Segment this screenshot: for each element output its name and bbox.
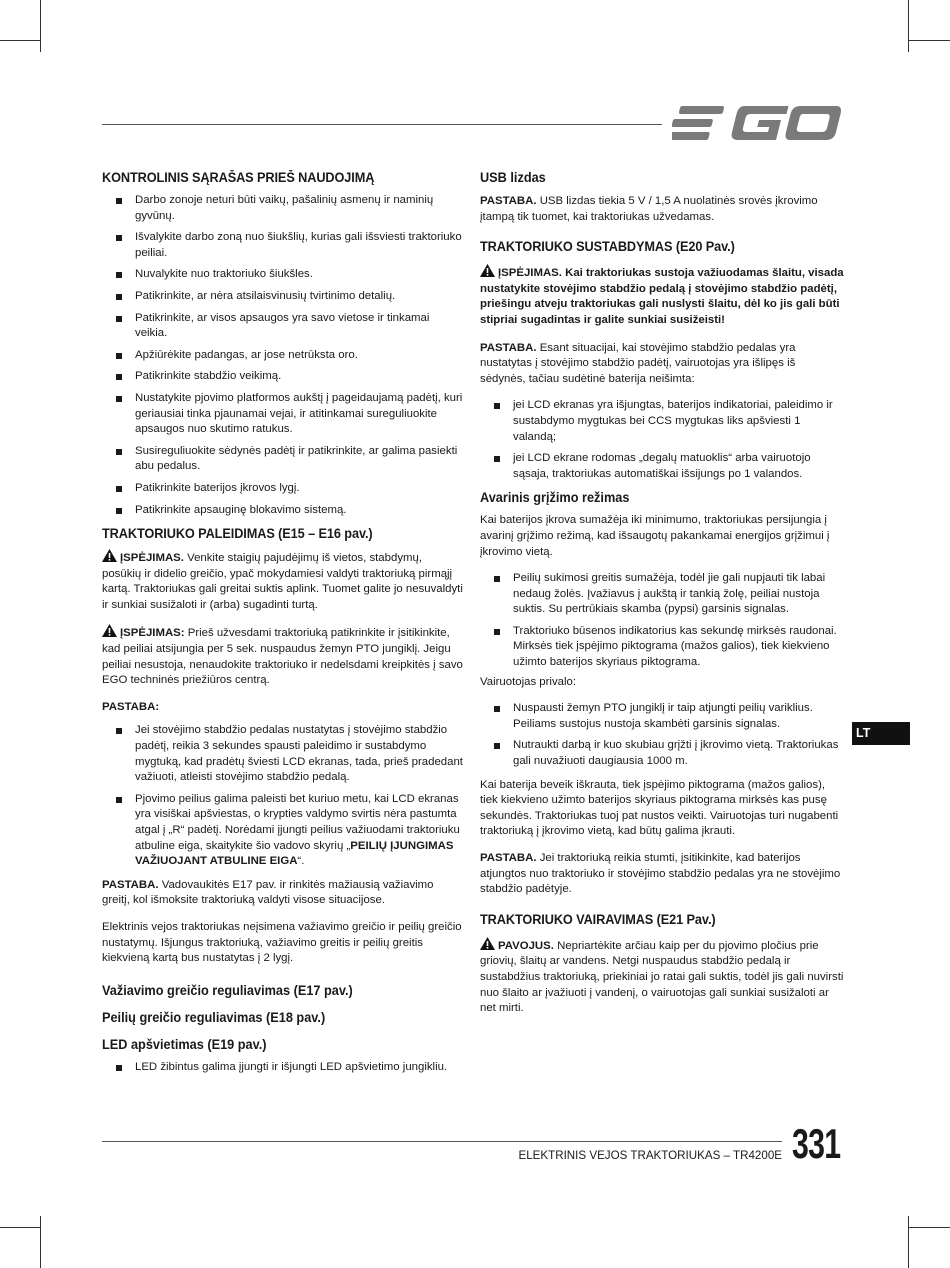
crop-mark <box>909 40 950 41</box>
crop-mark <box>908 1216 909 1268</box>
list-item: Nutraukti darbą ir kuo skubiau grįžti į įkrovimo vietą. Traktoriukas gali nuvažiuoti daugiausia 1000 m. <box>480 738 844 769</box>
stop-warning: ĮSPĖJIMAS. Kai traktoriukas sustoja važiuodamas šlaitu, visada nustatykite stovėjimo stabdžio pedalą į stovėjimo stabdžio padėtį, priešingu atveju traktoriukas gali nuslysti šlaitu, dėl ko jis gali būti stipriai sugadintas ir galite sunkiai susižeisti! <box>480 264 844 328</box>
warning-icon <box>480 937 495 950</box>
note-label: PASTABA: <box>102 700 160 713</box>
list-item: Pjovimo peilius galima paleisti bet kuriuo metu, kai LCD ekranas yra visiškai apšviestas, o krypties valdymo svirtis nėra pastumta atgal į „R“ padėtį. Norėdami įjungti peilius važiuodami traktoriuku atbuline eiga, skaitykite šio vadovo skyrių „PEILIŲ ĮJUNGIMAS VAŽIUOJANT ATBULINE EIGA“. <box>102 792 464 870</box>
warning-label: ĮSPĖJIMAS. <box>120 552 184 565</box>
stop-note: PASTABA. Esant situacijai, kai stovėjimo stabdžio pedalas yra nustatytas į stovėjimo stabdžio padėtį, vairuotojas yra išlipęs iš sėdynės, tačiau sudėtinė baterija neišimta: <box>480 341 796 385</box>
driver-list <box>480 701 844 769</box>
list-item: LED žibintus galima įjungti ir išjungti LED apšvietimo jungikliu. <box>102 1060 464 1076</box>
emergency-list <box>480 571 844 671</box>
list-item: Išvalykite darbo zoną nuo šiukšlių, kurias gali išsviesti traktoriuko peiliai. <box>102 230 464 261</box>
checklist-title: KONTROLINIS SĄRAŠAS PRIEŠ NAUDOJIMĄ <box>102 170 375 185</box>
list-item: Peilių sukimosi greitis sumažėja, todėl jie gali nupjauti tik labai nedaug žolės. Įvažiavus į aukštą ir tankią žolę, peiliai nustoja suktis. Su pertrūkiais skamba (pypsi) garsinis signalas. <box>480 571 844 618</box>
list-item: Nustatykite pjovimo platformos aukštį į pageidaujamą padėtį, kuri geriausiai tinka pjaunamai vejai, ir atitinkamai sureguliuokite apsaugos nuo skutimo ratukus. <box>102 391 464 438</box>
list-item: Susireguliuokite sėdynės padėtį ir patikrinkite, ar galima pasiekti abu pedalus. <box>102 444 464 475</box>
drive-title: TRAKTORIUKO VAIRAVIMAS (E21 Pav.) <box>480 911 716 927</box>
crop-mark <box>40 1216 41 1268</box>
list-item: Nuvalykite nuo traktoriuko šiukšles. <box>102 267 464 283</box>
list-item: jei LCD ekranas yra išjungtas, baterijos indikatoriai, paleidimo ir sustabdymo mygtukas bei CCS mygtukas liks apšviesti 1 valandą; <box>480 398 844 445</box>
stop-list <box>480 398 844 482</box>
low-battery-paragraph: Kai baterija beveik iškrauta, tiek įspėjimo piktograma (mažos galios), tiek kiekvieno užimto baterijos skyriaus piktograma mirksės kas pusę sekundės. Traktoriukas tuoj pat nustos veikti. Vairuotojas turi nugabenti traktoriuką į įkrovimo vietą, kad būtų galima įkrauti. <box>480 778 839 838</box>
push-note: PASTABA. Jei traktoriuką reikia stumti, įsitikinkite, kad baterijos atjungtos nuo traktoriuko ir stovėjimo stabdžio pedalas yra ne stovėjimo stabdžio padėtyje. <box>480 852 841 896</box>
blade-title: Peilių greičio reguliavimas (E18 pav.) <box>102 1009 326 1025</box>
start-title: TRAKTORIUKO PALEIDIMAS (E15 – E16 pav.) <box>102 526 373 542</box>
warning-icon <box>480 264 495 277</box>
usb-paragraph: PASTABA. USB lizdas tiekia 5 V / 1,5 A nuolatinės srovės įkrovimo įtampą tik tuomet, kai traktoriukas užvedamas. <box>480 195 818 223</box>
footer-title: ELEKTRINIS VEJOS TRAKTORIUKAS – TR4200E <box>518 1149 782 1162</box>
stop-title: TRAKTORIUKO SUSTABDYMAS (E20 Pav.) <box>480 239 735 255</box>
list-item: Darbo zonoje neturi būti vaikų, pašalinių asmenų ir naminių gyvūnų. <box>102 193 464 224</box>
danger-paragraph: PAVOJUS. Nepriartėkite arčiau kaip per du pjovimo pločius prie griovių, šlaitų ar vandens. Netgi nuspaudus stabdžio pedalą ir sustabdžius traktoriuką, priekiniai jo ratai gali suktis, todėl jis gali nuvirsti nuo šlaito ar įvažiuoti į vandenį, o vairuotojas gali sunkiai susižaloti ar net mirti. <box>480 937 844 1017</box>
note-paragraph: PASTABA. Vadovaukitės E17 pav. ir rinkitės mažiausią važiavimo greitį, kol išmoksite traktoriuką valdyti visose situacijose. <box>102 878 434 907</box>
header-rule <box>102 124 662 125</box>
list-item: Jei stovėjimo stabdžio pedalas nustatytas į stovėjimo stabdžio padėtį, reikia 3 sekundes spausti paleidimo ir sustabdymo mygtuką, kad pradėtų šviesti LCD ekranas, tada, prieš pradedant važiuoti, atleisti stovėjimo stabdžio pedalą. <box>102 723 464 785</box>
list-item: Patikrinkite, ar visos apsaugos yra savo vietose ir tinkamai veikia. <box>102 311 464 342</box>
list-item: Patikrinkite apsauginę blokavimo sistemą. <box>102 503 464 519</box>
footer-rule <box>102 1141 782 1142</box>
page-number: 331 <box>792 1120 841 1167</box>
list-item: Patikrinkite, ar nėra atsilaisvinusių tvirtinimo detalių. <box>102 289 464 305</box>
list-item: Patikrinkite baterijos įkrovos lygį. <box>102 481 464 497</box>
warning-paragraph <box>102 624 464 688</box>
warning-icon <box>102 549 117 562</box>
crop-mark <box>0 40 40 41</box>
warning-text: Prieš užvesdami traktoriuką patikrinkite ir įsitikinkite, kad peiliai atsijungia per 5 sek. nuspaudus žemyn PTO jungiklį. Jeigu peiliai nesustoja, nenaudokite traktoriuko ir nedelsdami kreipkitės į savo EGO techninės priežiūros centrą. <box>102 627 463 687</box>
led-title: LED apšvietimas (E19 pav.) <box>102 1036 267 1052</box>
warning-icon <box>102 624 117 637</box>
left-column <box>102 170 464 1083</box>
right-column <box>480 170 844 1028</box>
crop-mark <box>908 0 909 52</box>
checklist <box>102 193 464 518</box>
warning-label: ĮSPĖJIMAS: <box>120 627 185 640</box>
warning-paragraph <box>102 549 464 613</box>
driver-must: Vairuotojas privalo: <box>480 675 577 688</box>
ego-logo <box>672 100 844 146</box>
led-list <box>102 1060 464 1076</box>
language-tab: LT <box>852 722 910 745</box>
usb-title: USB lizdas <box>480 170 546 185</box>
crop-mark <box>40 0 41 52</box>
speed-paragraph: Elektrinis vejos traktoriukas neįsimena važiavimo greičio ir peilių greičio nustatymų. Išjungus traktoriuką, važiavimo greitis ir peilių greitis kiekvieną kartą bus nustatytas į 2 lygį. <box>102 920 462 965</box>
warning-text: Venkite staigių pajudėjimų iš vietos, stabdymų, posūkių ir didelio greičio, ypač mokydamiesi valdyti traktoriuką pirmąjį kartą. Traktoriukas gali greitai suktis aplink. Tuomet galite jo nesuvaldyti ir sunkiai susižaloti ir (arba) sugadinti turtą. <box>102 552 463 611</box>
emergency-paragraph: Kai baterijos įkrova sumažėja iki minimumo, traktoriukas persijungia į avarinį grįžimo režimą, kad išsaugotų pakankamai energijos grįžimui į įkrovimo vietą. <box>480 514 830 558</box>
crop-mark <box>0 1227 40 1228</box>
list-item: Apžiūrėkite padangas, ar jose netrūksta oro. <box>102 348 464 364</box>
crop-mark <box>909 1227 950 1228</box>
list-item: Nuspausti žemyn PTO jungiklį ir taip atjungti peilių variklius. Peiliams sustojus nustoja skambėti garsinis signalas. <box>480 701 844 732</box>
speed-title: Važiavimo greičio reguliavimas (E17 pav.) <box>102 982 353 998</box>
emergency-title: Avarinis grįžimo režimas <box>480 490 630 506</box>
list-item: Patikrinkite stabdžio veikimą. <box>102 369 464 385</box>
list-item: Traktoriuko būsenos indikatorius kas sekundę mirksės raudonai. Mirksės tiek įspėjimo piktograma (mažos galios), tiek kiekvieno užimto baterijos skyriaus piktograma. <box>480 624 844 671</box>
note-list <box>102 723 464 869</box>
list-item: jei LCD ekrane rodomas „degalų matuoklis“ arba vairuotojo sąsaja, traktoriukas automatiškai išsijungs po 1 valandos. <box>480 451 844 482</box>
